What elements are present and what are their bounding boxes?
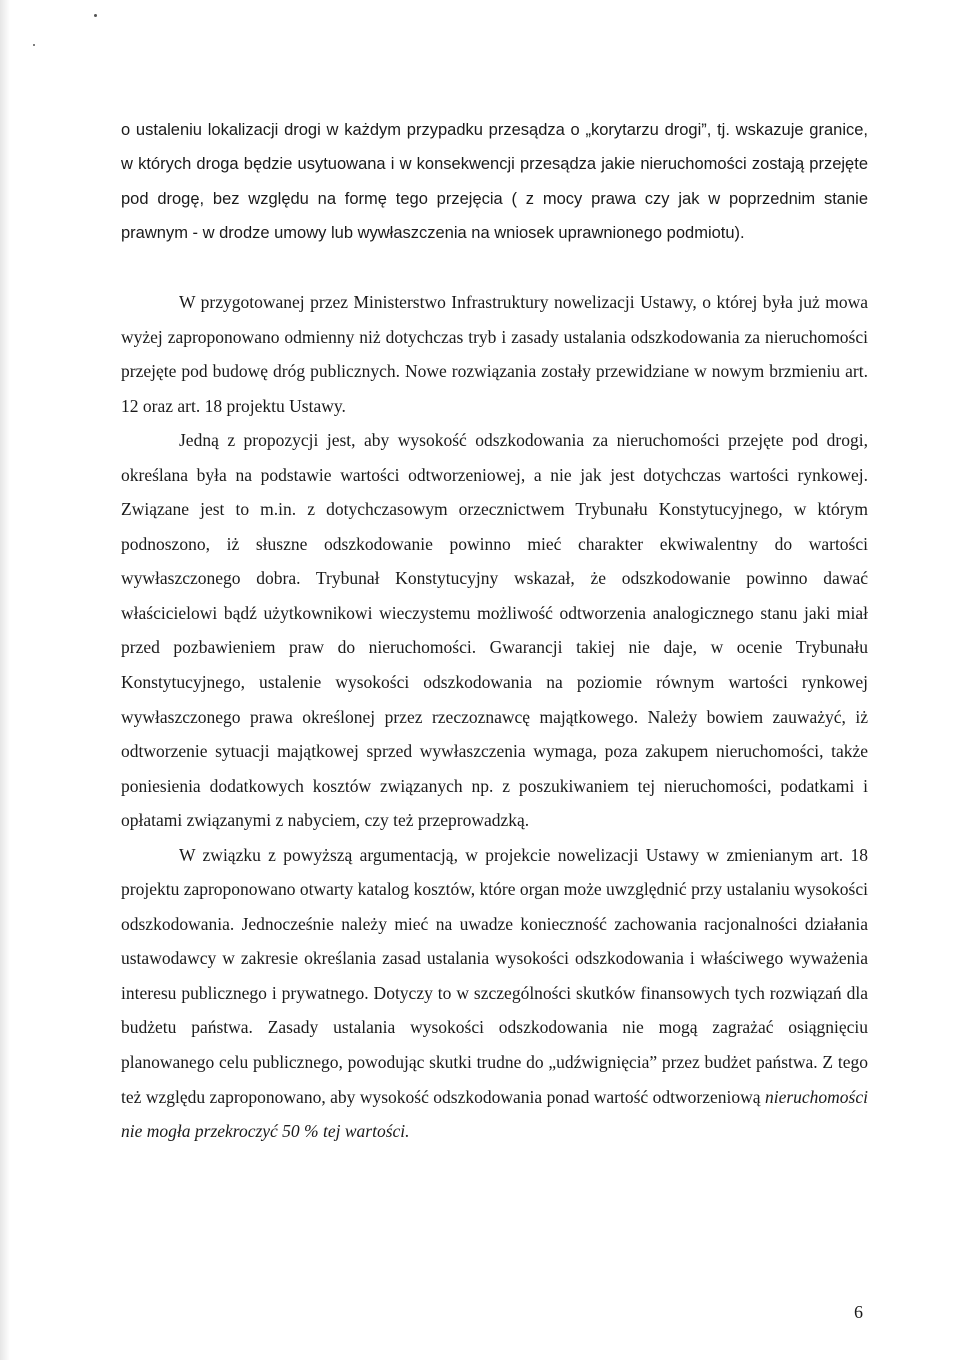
scan-speck bbox=[33, 44, 35, 46]
page-number: 6 bbox=[854, 1302, 863, 1322]
paragraph-continuation: o ustaleniu lokalizacji drogi w każdym przypadku przesądza o „korytarzu drogi”, tj. wskazuje granice, w których droga będzie usytuowana i w konsekwencji przesądza jakie nieruchomości zostają przejęte pod drogę, bez względu na formę tego przejęcia ( z mocy prawa czy jak w poprzednim stanie prawnym - w drodze umowy lub wywłaszczenia na wniosek uprawnionego podmiotu). bbox=[121, 121, 868, 243]
scan-speck bbox=[94, 14, 97, 17]
text-block-sans bbox=[121, 113, 868, 251]
paragraph-replacement-value: Jedną z propozycji jest, aby wysokość odszkodowania za nieruchomości przejęte pod drogi, określana była na podstawie wartości odtworzeniowej, a nie jak jest dotychczas wartości rynkowej. Związane jest to m.in. z dotychczasowym orzecznictwem Trybunału Konstytucyjnego, w którym podnoszono, iż słuszne odszkodowanie powinno mieć charakter ekwiwalentny do wartości wywłaszczonego dobra. Trybunał Konstytucyjny wskazał, że odszkodowanie powinno dawać właścicielowi bądź użytkownikowi wieczystemu możliwość odtworzenia analogicznego stanu jaki miał przed pozbawieniem praw do nieruchomości. Gwarancji takiej nie daje, w ocenie Trybunału Konstytucyjnego, ustalenie wysokości odszkodowania na poziomie równym wartości rynkowej wywłaszczonego prawa określonej przez rzeczoznawcę majątkowego. Należy bowiem zauważyć, iż odtworzenie sytuacji majątkowej sprzed wywłaszczenia wymaga, poza zakupem nieruchomości, także poniesienia dodatkowych kosztów związanych np. z poszukiwaniem tej nieruchomości, podatkami i opłatami związanymi z nabyciem, czy też przeprowadzką. bbox=[121, 430, 868, 831]
paragraph-cost-catalogue-text: W związku z powyższą argumentacją, w projekcie nowelizacji Ustawy w zmienianym art. 18 projektu zaproponowano otwarty katalog kosztów, które organ może uwzględnić przy ustalaniu wysokości odszkodowania. Jednocześnie należy mieć na uwadze konieczność zachowania racjonalności działania ustawodawcy w zakresie określania zasad ustalania wysokości odszkodowania i właściwego wyważenia interesu publicznego i prywatnego. Dotyczy to w szczególności skutków finansowych tych rozwiązań dla budżetu państwa. Zasady ustalania wysokości odszkodowania nie mogą zagrażać osiągnięciu planowanego celu publicznego, powodując skutki trudne do „udźwignięcia” przez budżet państwa. Z tego też względu zaproponowano, aby wysokość odszkodowania ponad wartość odtworzeniową bbox=[121, 844, 868, 1107]
scan-edge-shadow bbox=[0, 0, 10, 1360]
paragraph-ministry-amendment: W przygotowanej przez Ministerstwo Infrastruktury nowelizacji Ustawy, o której była już mowa wyżej zaproponowano odmienny niż dotychczas tryb i zasady ustalania odszkodowania za nieruchomości przejęte pod budowę dróg publicznych. Nowe rozwiązania zostały przewidziane w nowym brzmieniu art. 12 oraz art. 18 projektu Ustawy. bbox=[121, 292, 868, 416]
text-block-serif bbox=[121, 285, 868, 1149]
paragraph-cost-catalogue bbox=[121, 838, 868, 1149]
italic-limit-text: nieruchomości nie mogła przekroczyć 50 % tej wartości. bbox=[121, 1086, 868, 1142]
